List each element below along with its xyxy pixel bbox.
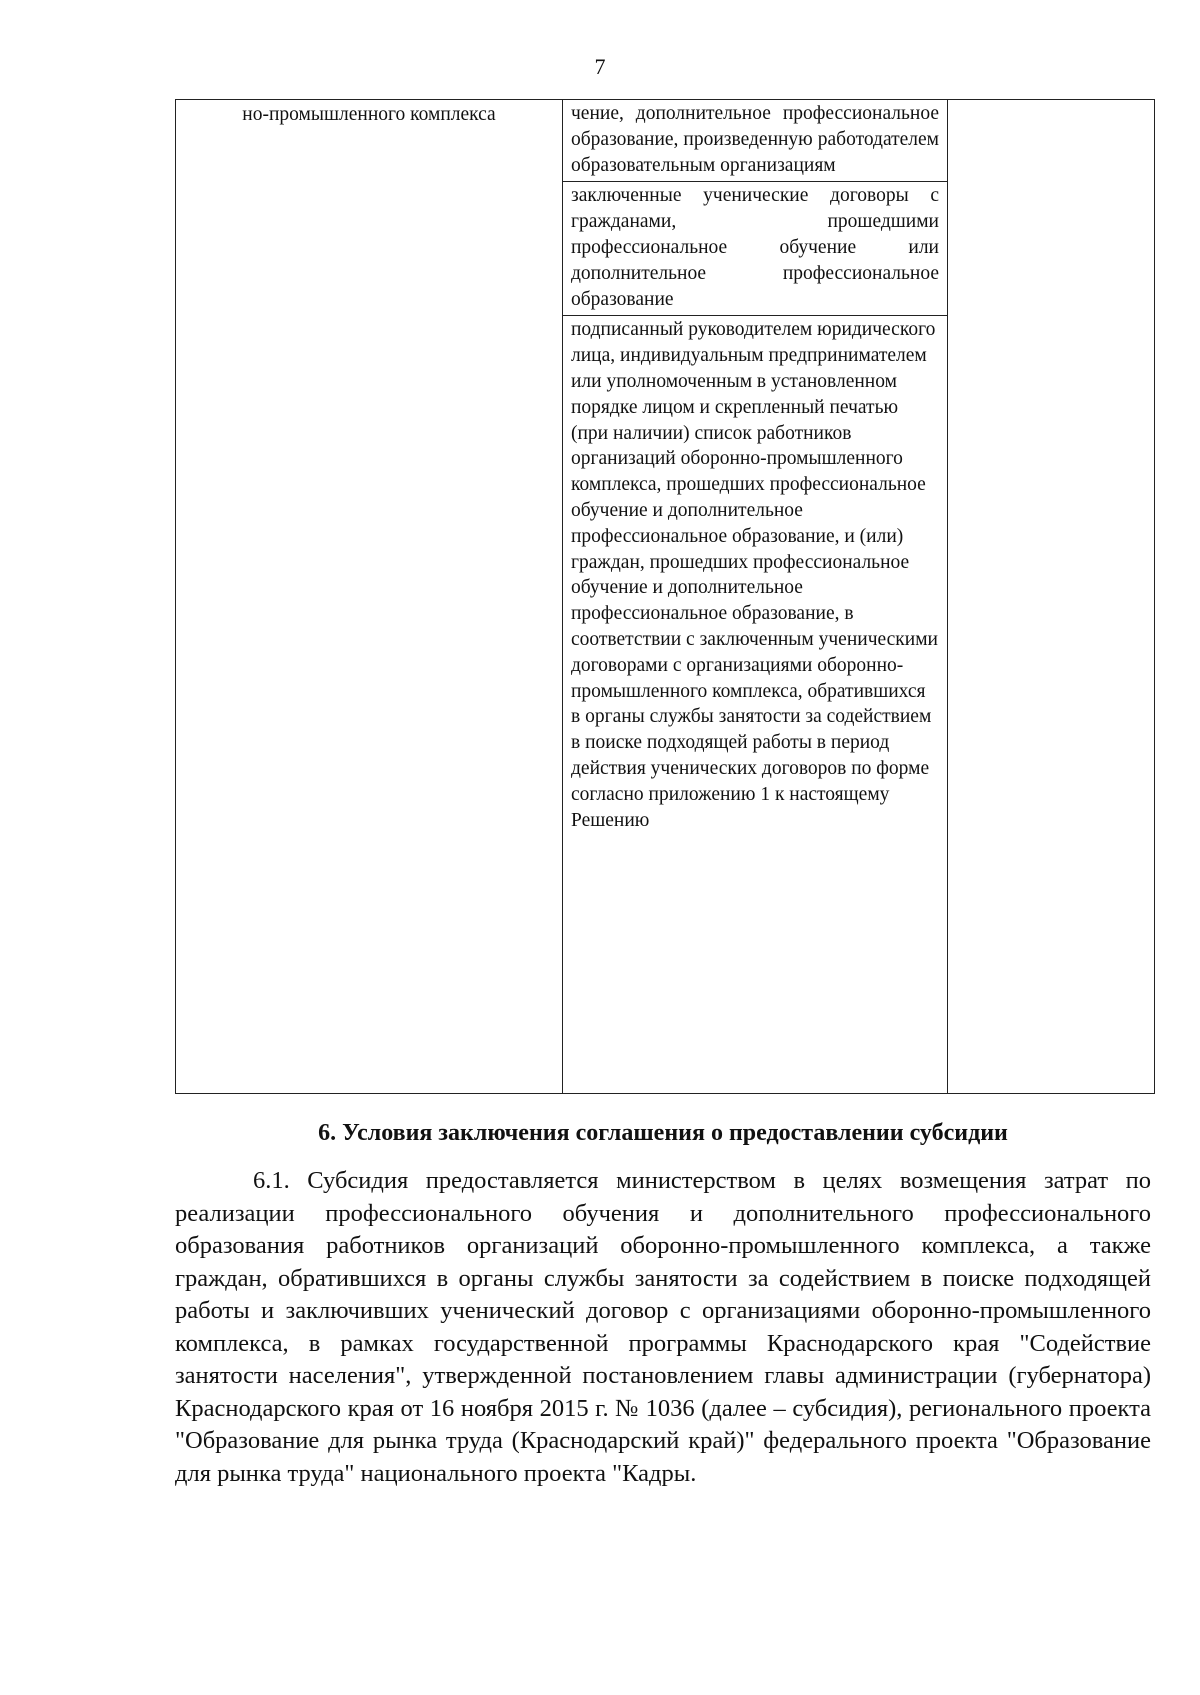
section-heading: 6. Условия заключения соглашения о предоставлении субсидии: [318, 1120, 1008, 1146]
table-cell-category: [176, 100, 563, 1094]
table-cell-documents: [563, 100, 948, 1094]
page-number: 7: [594, 54, 606, 79]
document-item: заключенные ученические договоры с гражданами, прошедшими профессиональное обучение или дополнительное профессиональное образование: [563, 181, 947, 315]
table-cell-empty: [948, 100, 1155, 1094]
table-row: [176, 100, 1155, 1094]
section-paragraph: 6.1. Субсидия предоставляется министерством в целях возмещения затрат по реализации профессионального обучения и дополнительного профессионального образования работников организаций оборонно-промышленного комплекса, а также граждан, обратившихся в органы службы занятости за содействием в поиске подходящей работы и заключивших ученический договор с организациями оборонно-промышленного комплекса, в рамках государственной программы Краснодарского края "Содействие занятости населения", утвержденной постановлением главы администрации (губернатора) Краснодарского края от 16 ноября 2015 г. № 1036 (далее – субсидия), регионального проекта "Образование для рынка труда (Краснодарский край)" федерального проекта "Образование для рынка труда" национального проекта "Кадры.: [175, 1167, 1151, 1487]
category-text: но-промышленного комплекса: [242, 104, 496, 125]
document-item: подписанный руководителем юридического лица, индивидуальным предпринимателем или уполномоченным в установленном порядке лицом и скрепленный печатью (при наличии) список работников организаций оборонно-промышленного комплекса, прошедших профессиональное обучение и дополнительное профессиональное образование, и (или) граждан, прошедших профессиональное обучение и дополнительное профессиональное образование, в соответствии с заключенным ученическими договорами с организациями оборонно-промышленного комплекса, обратившихся в органы службы занятости за содействием в поиске подходящей работы в период действия ученических договоров по форме согласно приложению 1 к настоящему Решению: [563, 315, 947, 836]
requirements-table: [175, 99, 1155, 1094]
document-item: чение, дополнительное профессиональное образование, произведенную работодателем образовательным организациям: [571, 103, 939, 176]
